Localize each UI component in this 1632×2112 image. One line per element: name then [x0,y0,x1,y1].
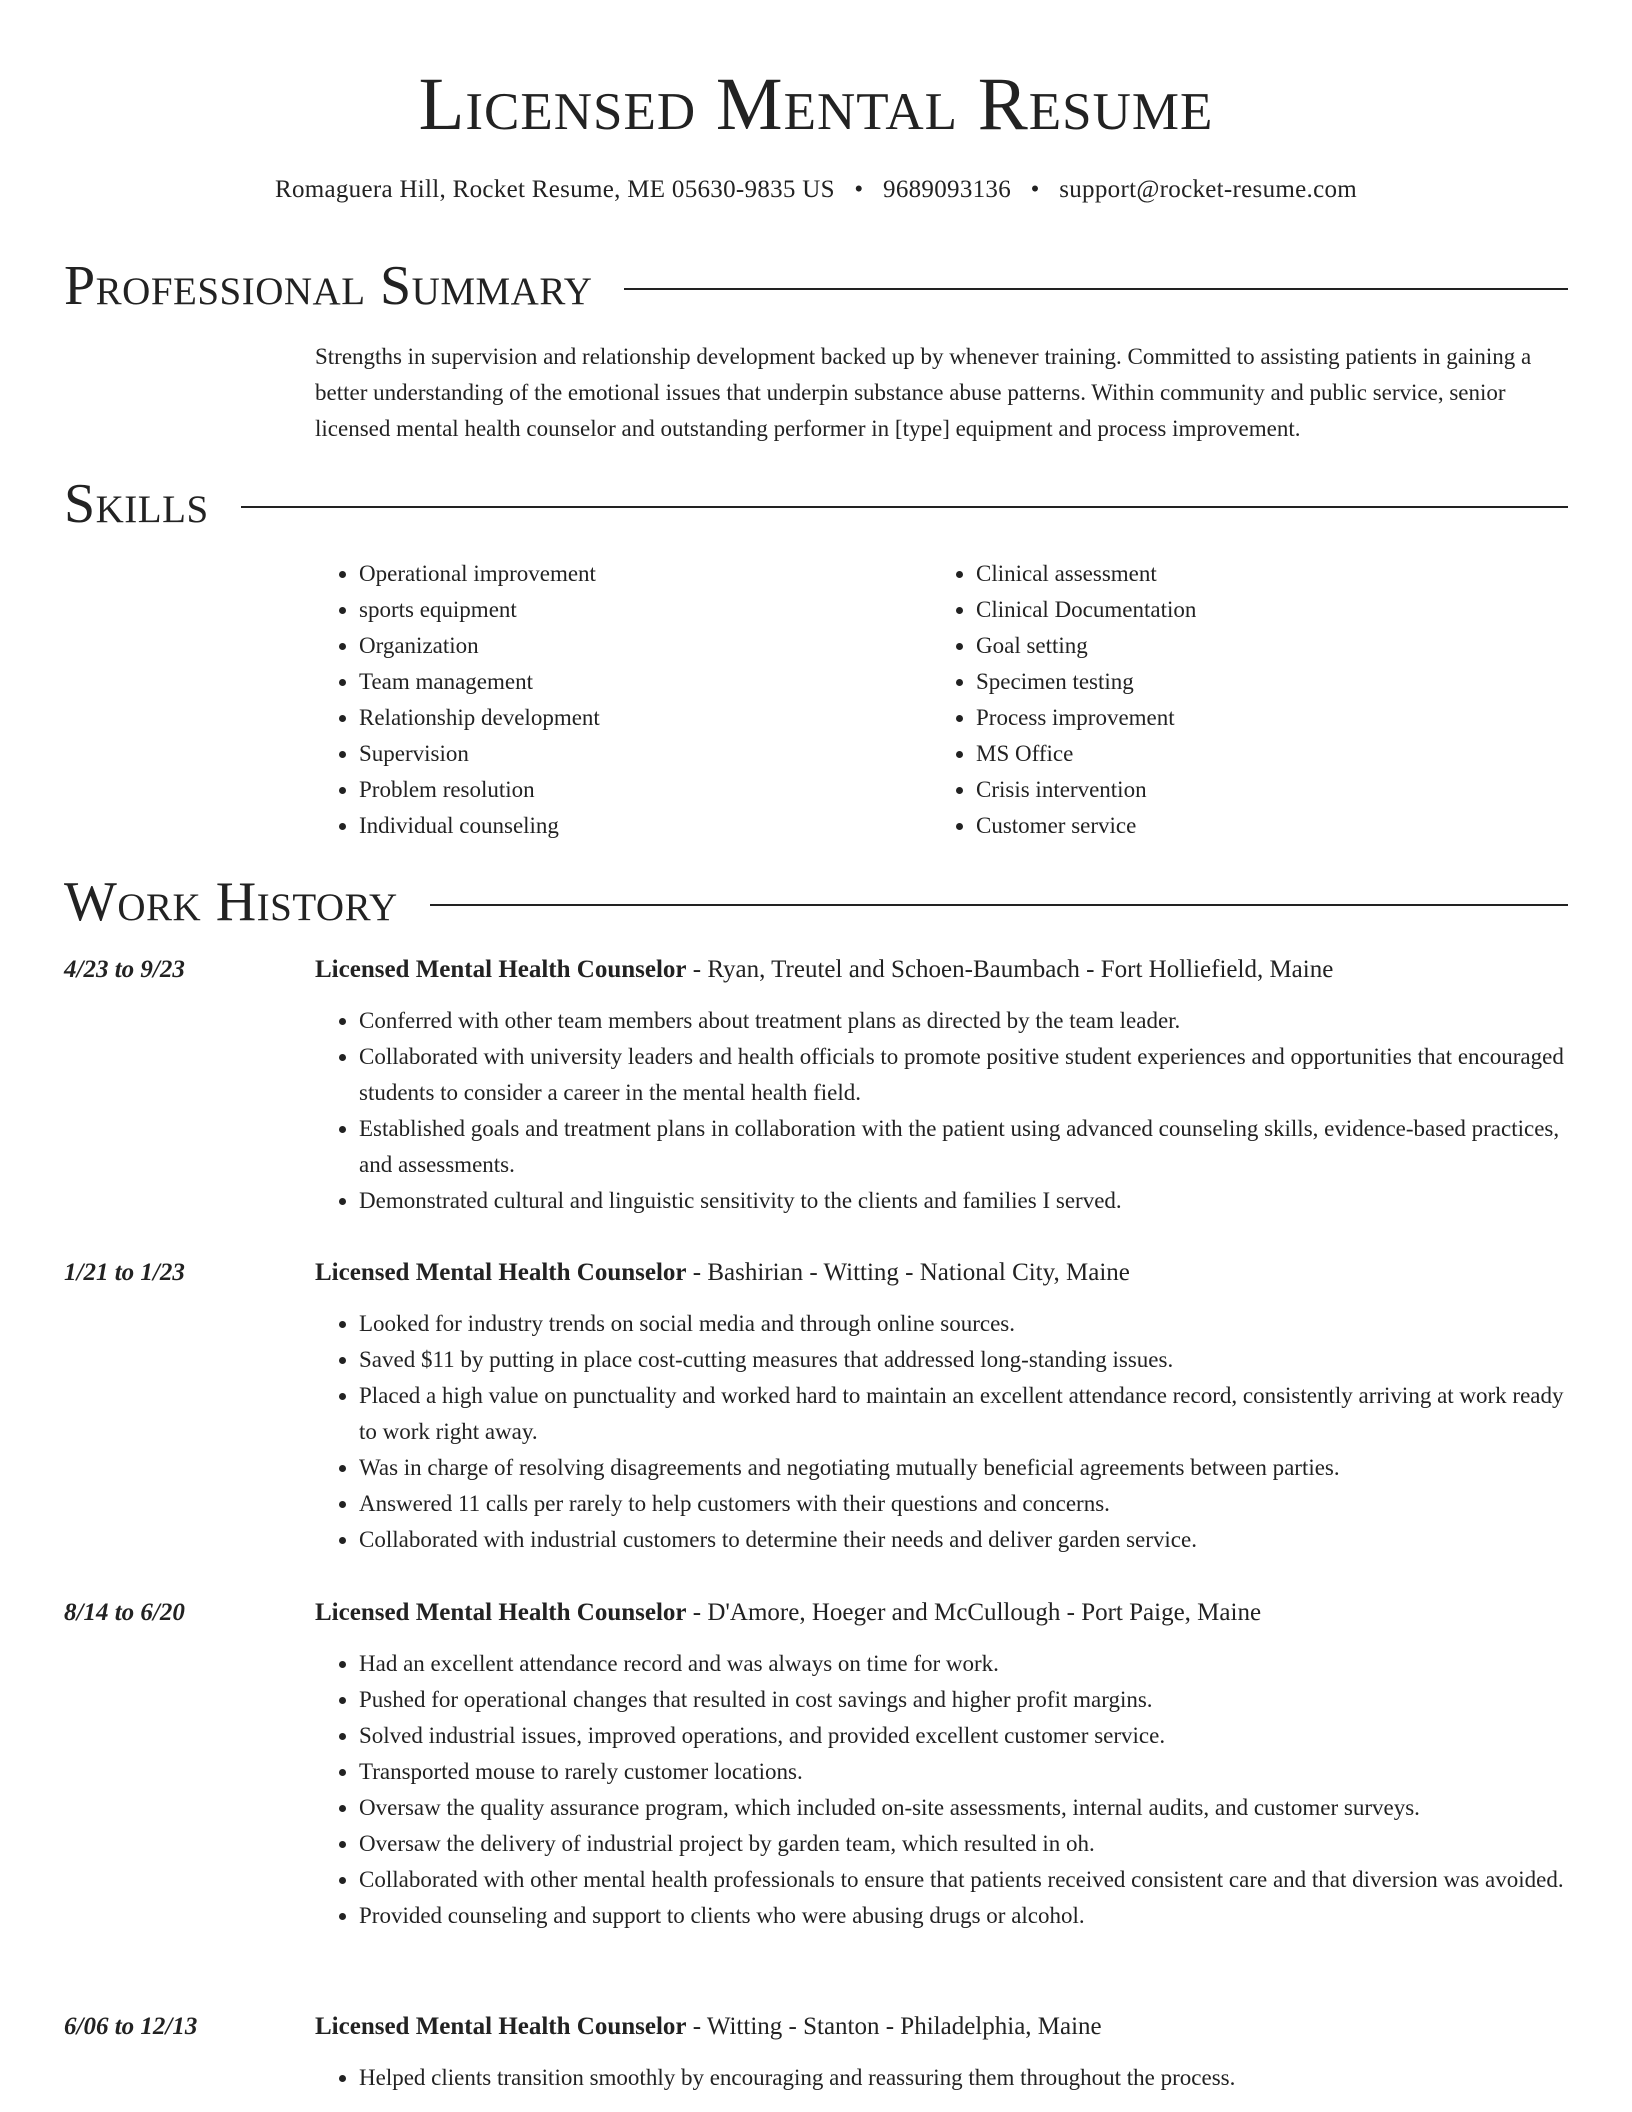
contact-line [0,175,1632,205]
job-dates: 4/23 to 9/23 [64,956,185,983]
skill-item: • Process improvement [976,700,1549,736]
skill-item: • MS Office [976,736,1549,772]
job-role: Licensed Mental Health Counselor [315,1599,687,1626]
skill-item: • Operational improvement [359,556,932,592]
job-bullet: • Oversaw the delivery of industrial project by garden team, which resulted in oh. [359,1826,1570,1862]
job-bullet: • Established goals and treatment plans in collaboration with the patient using advanced counseling skills, evidence-based practices, and assessments. [359,1111,1570,1183]
job-bullet: • Demonstrated cultural and linguistic sensitivity to the clients and families I served. [359,1183,1570,1219]
job-role: Licensed Mental Health Counselor [315,1259,687,1286]
skill-item: • Individual counseling [359,808,932,844]
phone: 9689093136 [883,176,1012,203]
separator-dot: • [1030,176,1040,203]
job-bullets [315,2060,1570,2096]
skill-item: • Team management [359,664,932,700]
skills-list [315,556,1570,844]
skill-item: • Relationship development [359,700,932,736]
job-title-line [315,2010,1570,2044]
skills-column-left [315,556,932,844]
job-bullet: • Helped clients transition smoothly by encouraging and reassuring them throughout the process. [359,2060,1570,2096]
section-divider [241,506,1568,508]
job-title-line [315,1596,1570,1630]
job-employer-location: - Ryan, Treutel and Schoen-Baumbach - Fort Holliefield, Maine [686,956,1334,983]
skills-section-header [64,472,1568,536]
skill-item: • Specimen testing [976,664,1549,700]
skills-heading: Skills [64,473,209,535]
work-history-section-header [64,870,1568,934]
job-bullets [315,1003,1570,1219]
section-divider [624,288,1568,290]
section-divider [430,904,1568,906]
skill-item: • Clinical assessment [976,556,1549,592]
job-bullet: • Looked for industry trends on social media and through online sources. [359,1306,1570,1342]
job-bullet: • Transported mouse to rarely customer locations. [359,1754,1570,1790]
job-bullet: • Collaborated with other mental health professionals to ensure that patients received consistent care and that diversion was avoided. [359,1862,1570,1898]
skill-item: • Problem resolution [359,772,932,808]
job-bullet: • Collaborated with industrial customers to determine their needs and deliver garden service. [359,1522,1570,1558]
job-title-line [315,1256,1570,1290]
job-bullet: • Had an excellent attendance record and was always on time for work. [359,1646,1570,1682]
resume-name: Licensed Mental Resume [418,63,1214,146]
job-employer-location: - Witting - Stanton - Philadelphia, Maine [686,2013,1102,2040]
job-dates: 1/21 to 1/23 [64,1259,185,1286]
job-bullet: • Pushed for operational changes that resulted in cost savings and higher profit margins. [359,1682,1570,1718]
skills-column-right [932,556,1549,844]
summary-section-header [64,254,1568,318]
address: Romaguera Hill, Rocket Resume, ME 05630-9835 US [274,176,835,203]
skill-item: • Goal setting [976,628,1549,664]
job-bullet: • Oversaw the quality assurance program, which included on-site assessments, internal audits, and customer surveys. [359,1790,1570,1826]
job-employer-location: - Bashirian - Witting - National City, Maine [686,1259,1130,1286]
job-bullet: • Provided counseling and support to clients who were abusing drugs or alcohol. [359,1898,1570,1934]
job-dates: 6/06 to 12/13 [64,2013,198,2040]
job-role: Licensed Mental Health Counselor [315,956,687,983]
skill-item: • Organization [359,628,932,664]
job-bullet: • Saved $11 by putting in place cost-cutting measures that addressed long-standing issues. [359,1342,1570,1378]
job-employer-location: - D'Amore, Hoeger and McCullough - Port Paige, Maine [686,1599,1262,1626]
job-bullet: • Solved industrial issues, improved operations, and provided excellent customer service. [359,1718,1570,1754]
job-dates: 8/14 to 6/20 [64,1599,185,1626]
email: support@rocket-resume.com [1059,176,1358,203]
job-bullet: • Conferred with other team members about treatment plans as directed by the team leader. [359,1003,1570,1039]
job-bullet: • Placed a high value on punctuality and worked hard to maintain an excellent attendance record, consistently arriving at work ready to work right away. [359,1378,1570,1450]
separator-dot: • [854,176,864,203]
job-role: Licensed Mental Health Counselor [315,2013,687,2040]
summary-heading: Professional Summary [64,255,593,317]
job-bullets [315,1646,1570,1934]
skill-item: • sports equipment [359,592,932,628]
job-bullet: • Answered 11 calls per rarely to help customers with their questions and concerns. [359,1486,1570,1522]
skill-item: • Clinical Documentation [976,592,1549,628]
skill-item: • Crisis intervention [976,772,1549,808]
summary-text: Strengths in supervision and relationship development backed up by whenever training. Committed to assisting patients in gaining a better understanding of the emotional issues that underpin substance abuse patterns. Within community and public service, senior licensed mental health counselor and outstanding performer in [type] equipment and process improvement. [315,344,1532,441]
job-title-line [315,953,1570,987]
job-bullets [315,1306,1570,1558]
work-history-heading: Work History [64,871,398,933]
skill-item: • Customer service [976,808,1549,844]
job-bullet: • Was in charge of resolving disagreements and negotiating mutually beneficial agreements between parties. [359,1450,1570,1486]
job-bullet: • Collaborated with university leaders and health officials to promote positive student experiences and opportunities that encouraged students to consider a career in the mental health field. [359,1039,1570,1111]
skill-item: • Supervision [359,736,932,772]
